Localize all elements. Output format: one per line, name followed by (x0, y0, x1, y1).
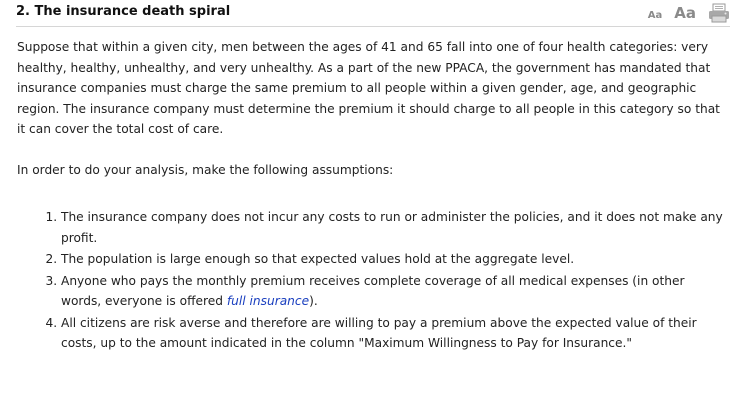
assumption-item: 1. The insurance company does not incur any costs to run or administer the policies, and it does not make any profit. (61, 207, 723, 248)
full-insurance-link[interactable]: full insurance (226, 294, 310, 308)
assumptions-intro: In order to do your analysis, make the following assumptions: (17, 162, 394, 177)
text-tools (648, 0, 730, 26)
assumption-text: ). (309, 294, 318, 308)
assumption-item: 4. All citizens are risk averse and therefore are willing to pay a premium above the expected value of their costs, up to the amount indicated in the column "Maximum Willingness to Pay for Insurance." (61, 313, 723, 354)
header-divider (16, 26, 730, 27)
question-title: 2. The insurance death spiral (16, 4, 231, 19)
question-header (16, 0, 730, 26)
intro-paragraph: Suppose that within a given city, men between the ages of 41 and 65 fall into one of four health categories: very healthy, healthy, unhealthy, and very unhealthy. As a part of the new PPACA, the government has mandated that insurance companies must charge the same premium to all people within a given gender, age, and geographic region. The insurance company must determine the premium it should charge to all people in this category so that it can cover the total cost of care. (17, 40, 720, 136)
decrease-font-button[interactable]: Aa (647, 9, 663, 21)
assumption-item (61, 271, 723, 312)
printer-icon[interactable] (708, 3, 730, 23)
assumptions-list (17, 207, 723, 354)
question-body (17, 37, 723, 355)
increase-font-button[interactable]: Aa (674, 4, 696, 22)
assumption-item: 2. The population is large enough so that expected values hold at the aggregate level. (61, 249, 723, 270)
assumption-text: Anyone who pays the monthly premium receives complete coverage of all medical expenses (in other words, everyone is offered (61, 273, 685, 308)
